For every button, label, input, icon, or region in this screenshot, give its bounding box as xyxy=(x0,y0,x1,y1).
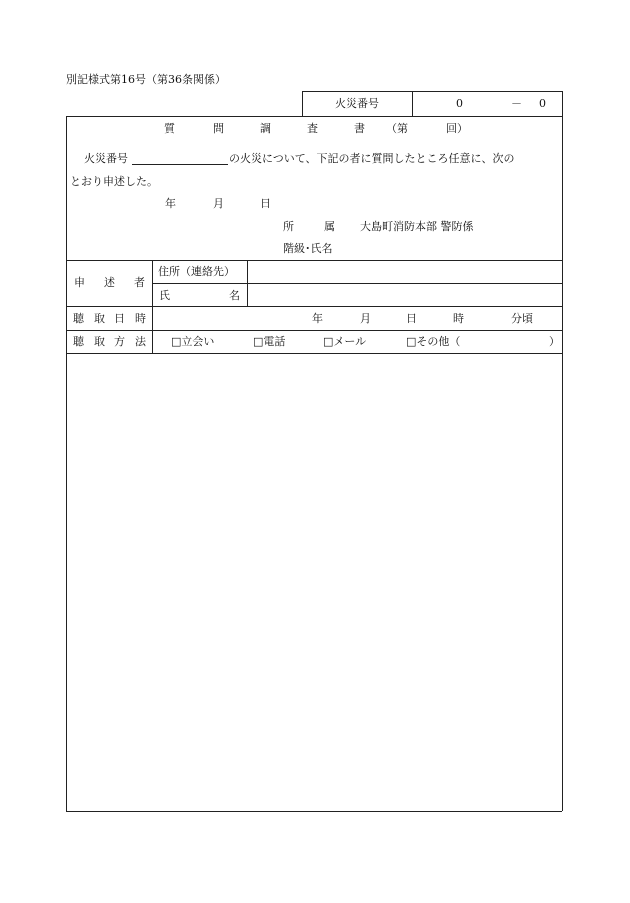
address-input[interactable] xyxy=(248,261,561,282)
affiliation-label-char: 所 xyxy=(283,220,294,233)
date-day-unit: 日 xyxy=(260,197,271,210)
hearing-datetime-label-char: 日 xyxy=(114,312,125,325)
title-count-open: （第 xyxy=(386,122,408,135)
method-option-phone[interactable]: □電話 xyxy=(253,335,286,348)
hearing-method-label-char: 方 xyxy=(114,335,125,348)
title-char: 書 xyxy=(354,122,365,135)
intro-line1: の火災について、下記の者に質問したところ任意に、次の xyxy=(229,152,515,165)
hearing-datetime-label-char: 取 xyxy=(94,312,105,325)
fire-number-value-right[interactable]: 0 xyxy=(539,97,546,110)
affiliation-value: 大島町消防本部 警防係 xyxy=(360,220,474,233)
fire-number-label: 火災番号 xyxy=(335,97,379,110)
method-other-close: ） xyxy=(549,335,560,348)
date-month-unit: 月 xyxy=(213,197,224,210)
title-char: 質 xyxy=(164,122,175,135)
hearing-minute-unit: 分頃 xyxy=(511,312,533,325)
hearing-method-label-char: 取 xyxy=(94,335,105,348)
hearing-datetime-label-char: 時 xyxy=(135,312,146,325)
hearing-month-unit: 月 xyxy=(360,312,371,325)
form-label: 別記様式第16号（第36条関係） xyxy=(66,73,226,86)
name-label-char: 氏 xyxy=(159,289,170,302)
date-year-unit: 年 xyxy=(165,197,176,210)
rank-name-label: 階級･氏名 xyxy=(283,242,333,255)
statement-body-area[interactable] xyxy=(67,354,561,810)
hearing-datetime-label-char: 聴 xyxy=(73,312,84,325)
intro-line2: とおり申述した。 xyxy=(70,175,158,188)
hearing-day-unit: 日 xyxy=(406,312,417,325)
hearing-hour-unit: 時 xyxy=(453,312,464,325)
title-char: 問 xyxy=(213,122,224,135)
name-label-char: 名 xyxy=(229,289,240,302)
name-input[interactable] xyxy=(248,284,561,305)
method-option-in-person[interactable]: □立会い xyxy=(171,335,215,348)
title-char: 査 xyxy=(307,122,318,135)
address-label: 住所（連絡先） xyxy=(158,265,235,278)
fire-number-separator: － xyxy=(511,97,522,110)
declarant-label-char: 申 xyxy=(74,276,85,289)
intro-fire-number-prefix: 火災番号 xyxy=(84,152,128,165)
method-option-email[interactable]: □メール xyxy=(323,335,367,348)
method-option-other[interactable]: □その他（ xyxy=(406,335,461,348)
intro-fire-number-blank[interactable] xyxy=(132,164,228,165)
declarant-label-char: 者 xyxy=(134,276,145,289)
title-count-close: 回） xyxy=(446,122,468,135)
fire-number-value-left[interactable]: 0 xyxy=(456,97,463,110)
declarant-label-char: 述 xyxy=(104,276,115,289)
hearing-year-unit: 年 xyxy=(312,312,323,325)
affiliation-label-char: 属 xyxy=(324,220,335,233)
hearing-method-label-char: 法 xyxy=(135,335,146,348)
hearing-method-label-char: 聴 xyxy=(73,335,84,348)
title-char: 調 xyxy=(260,122,271,135)
